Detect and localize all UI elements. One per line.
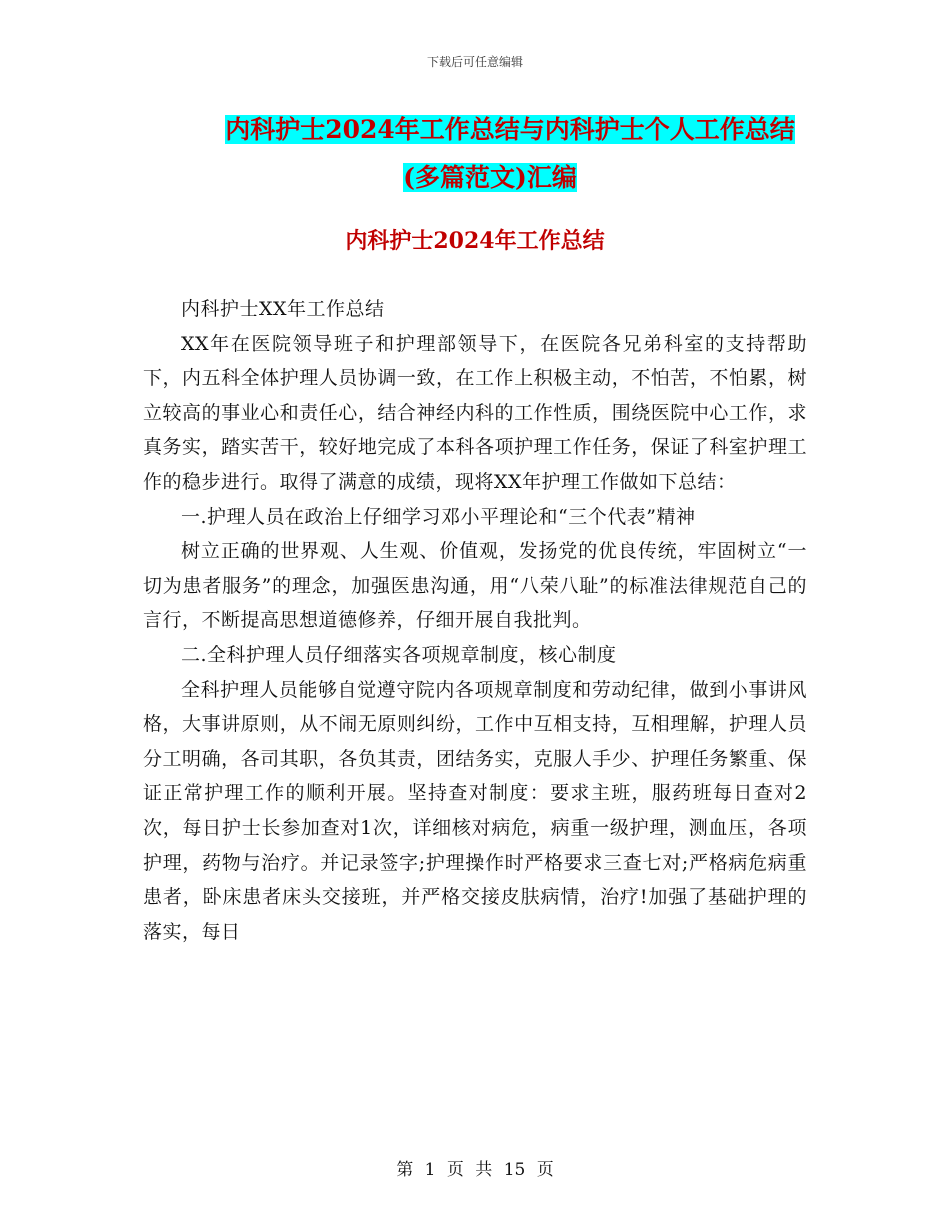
title-line-2: (多篇范文)汇编 <box>403 163 577 192</box>
paragraph: 一.护理人员在政治上仔细学习邓小平理论和“三个代表”精神 <box>181 505 696 528</box>
paragraph: 二.全科护理人员仔细落实各项规章制度，核心制度 <box>181 643 617 666</box>
paragraph: 全科护理人员能够自觉遵守院内各项规章制度和劳动纪律，做到小事讲风格，大事讲原则，从不闹无原则纠纷，工作中互相支持，互相理解，护理人员分工明确，各司其职，各负其责，团结务实，克服人手少、护理任务繁重、保证正常护理工作的顺利开展。坚持查对制度：要求主班，服药班每日查对2次，每日护士长参加查对1次，详细核对病危，病重一级护理，测血压，各项护理，药物与治疗。并记录签字;护理操作时严格要求三查七对;严格病危病重患者，卧床患者床头交接班，并严格交接皮肤病情，治疗!加强了基础护理的落实，每日 <box>143 678 807 943</box>
paragraph: XX年在医院领导班子和护理部领导下，在医院各兄弟科室的支持帮助下，内五科全体护理人员协调一致，在工作上积极主动，不怕苦，不怕累，树立较高的事业心和责任心，结合神经内科的工作性质，围绕医院中心工作，求真务实，踏实苦干，较好地完成了本科各项护理工作任务，保证了科室护理工作的稳步进行。取得了满意的成绩，现将XX年护理工作做如下总结： <box>143 332 807 493</box>
paragraph: 树立正确的世界观、人生观、价值观，发扬党的优良传统，牢固树立“一切为患者服务”的理念，加强医患沟通，用“八荣八耻”的标准法律规范自己的言行，不断提高思想道德修养，仔细开展自我批判。 <box>143 540 807 632</box>
header-note: 下载后可任意编辑 <box>426 55 523 69</box>
section-title: 内科护士2024年工作总结 <box>345 228 605 254</box>
title-line-1: 内科护士2024年工作总结与内科护士个人工作总结 <box>225 115 795 144</box>
body-text <box>143 292 807 949</box>
page-footer: 第 1 页 共 15 页 <box>396 1160 554 1180</box>
paragraph: 内科护士XX年工作总结 <box>181 298 385 320</box>
document-title <box>150 106 830 202</box>
